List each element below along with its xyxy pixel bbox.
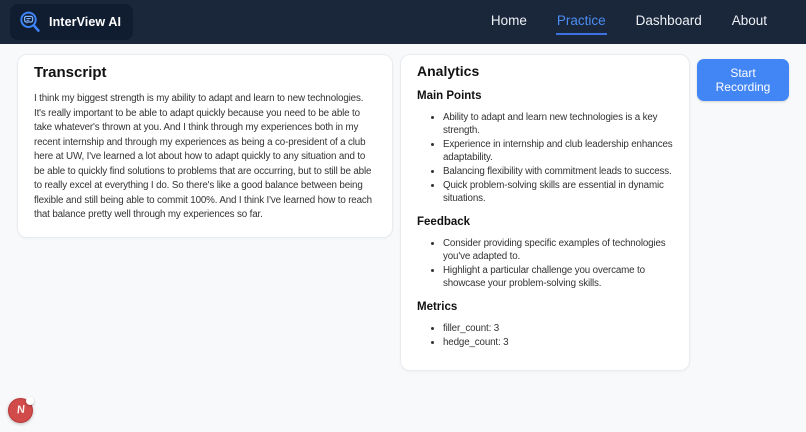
metrics-list: [417, 322, 673, 349]
main-points-list: [417, 111, 673, 205]
analytics-card: [400, 54, 690, 371]
list-item: • Quick problem-solving skills are essential in dynamic situations.: [443, 179, 673, 205]
recording-area: [697, 54, 789, 101]
list-item: • Experience in internship and club leadership enhances adaptability.: [443, 138, 673, 164]
notification-badge[interactable]: [8, 398, 33, 423]
nav-item-dashboard[interactable]: Dashboard: [635, 13, 702, 28]
brand-name: InterView AI: [49, 15, 122, 29]
list-item: • hedge_count: 3: [443, 336, 673, 349]
main-nav: [490, 9, 768, 35]
list-item: • Consider providing specific examples of technologies you've adapted to.: [443, 237, 673, 263]
transcript-card: [17, 54, 393, 238]
list-item: • filler_count: 3: [443, 322, 673, 335]
brand-logo[interactable]: [10, 4, 133, 40]
feedback-list: [417, 237, 673, 290]
section-heading-main-points: Main Points: [417, 90, 482, 102]
main-content: [0, 44, 806, 371]
list-item: • Highlight a particular challenge you overcame to showcase your problem-solving skills.: [443, 264, 673, 290]
list-item: • Balancing flexibility with commitment leads to success.: [443, 165, 673, 178]
nav-item-about[interactable]: About: [731, 13, 767, 28]
nav-item-home[interactable]: Home: [490, 13, 527, 28]
transcript-title: Transcript: [34, 64, 107, 81]
section-heading-feedback: Feedback: [417, 216, 471, 228]
interview-ai-logo-icon: [18, 10, 42, 34]
badge-letter: N: [15, 403, 26, 417]
badge-dot: [26, 397, 34, 405]
section-heading-metrics: Metrics: [417, 301, 458, 313]
app-header: [0, 0, 806, 44]
analytics-title: Analytics: [417, 63, 480, 79]
list-item: • Ability to adapt and learn new technologies is a key strength.: [443, 111, 673, 137]
nav-item-practice[interactable]: Practice: [556, 9, 607, 35]
start-recording-button[interactable]: Start Recording: [697, 59, 789, 101]
transcript-text: I think my biggest strength is my ability to adapt and learn to new technologies. It's really important to be able to adapt quickly because you need to be able to take whatever's thrown at you. And I think through my experiences both in my recent internship and through my experiences as being a co-president of a club here at UW, I've learned a lot about how to adapt quickly to any situation and to be able to quickly find solutions to problems that are occurring, but to still be able to really excel at everything I do. So there's like a good balance between being flexible and still being able to commit 100%. And I think I've learned how to reach that balance pretty well through my experiences so far.: [34, 93, 372, 220]
